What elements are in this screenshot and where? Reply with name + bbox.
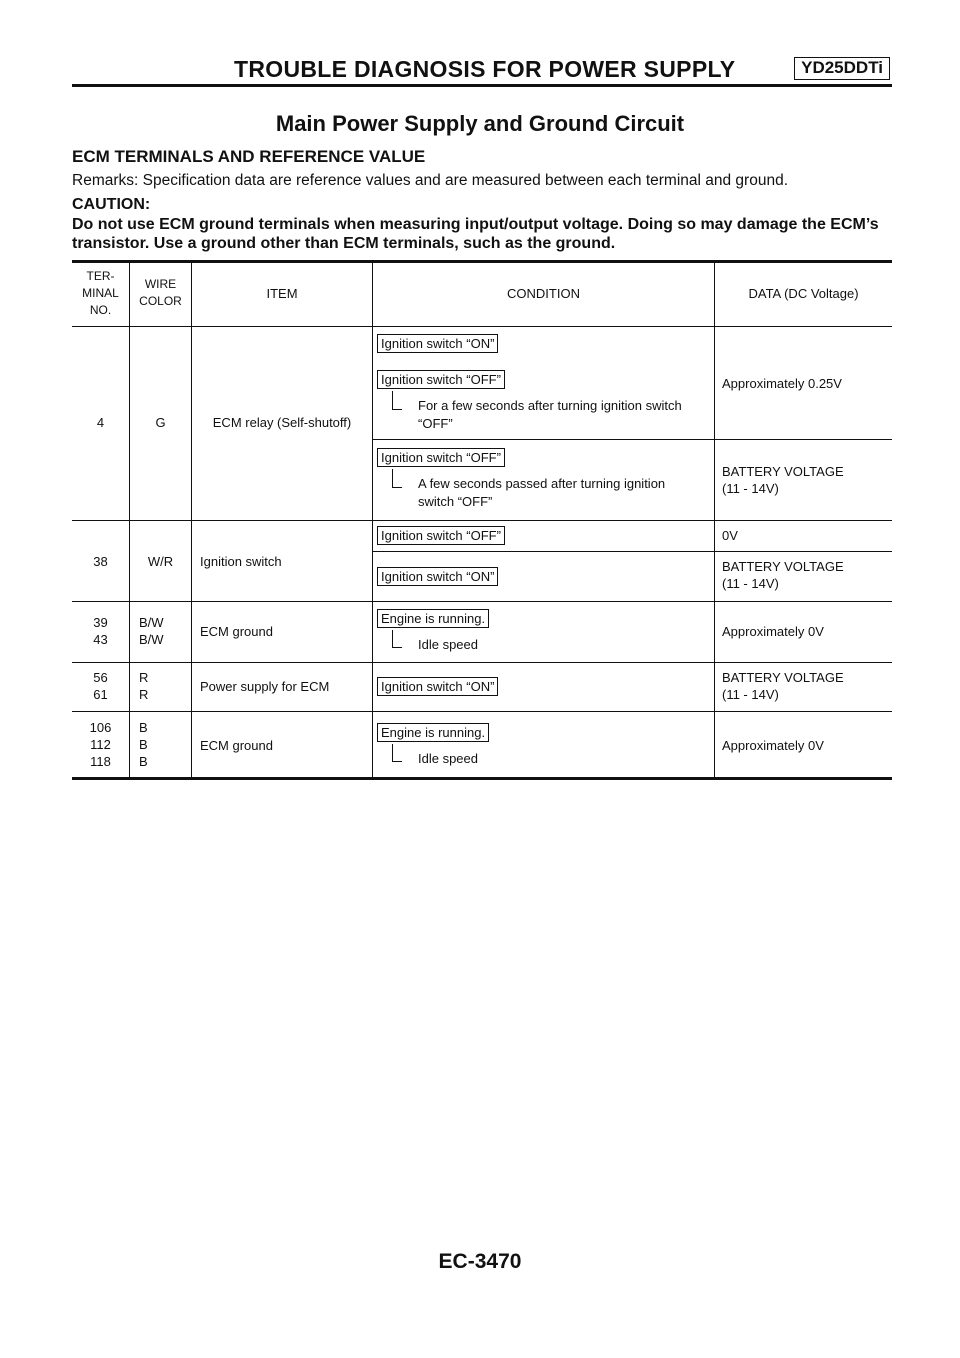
column-divider <box>191 262 192 777</box>
condition-box: Engine is running. <box>377 609 489 628</box>
header-condition: CONDITION <box>507 286 580 301</box>
condition-box: Ignition switch “OFF” <box>377 370 505 389</box>
row-terminal: 38 <box>93 554 108 569</box>
section-title: Main Power Supply and Ground Circuit <box>275 111 685 136</box>
data-value: BATTERY VOLTAGE (11 - 14V) <box>722 670 844 702</box>
page-number: EC-3470 <box>438 1250 522 1273</box>
row-item: ECM relay (Self-shutoff) <box>212 415 352 430</box>
row-item: Power supply for ECM <box>200 679 330 694</box>
row-wire-color: W/R <box>147 554 174 569</box>
sub-heading: ECM TERMINALS AND REFERENCE VALUE <box>72 147 426 166</box>
row-terminal: 4 <box>96 415 105 430</box>
row-divider <box>72 520 892 521</box>
condition-box: Ignition switch “ON” <box>377 677 498 696</box>
row-terminal: 106 112 118 <box>89 720 112 769</box>
sub-condition-connector <box>392 469 402 488</box>
caution-title: CAUTION: <box>72 196 151 213</box>
data-value: Approximately 0V <box>722 738 824 753</box>
header-title: TROUBLE DIAGNOSIS FOR POWER SUPPLY <box>234 56 736 82</box>
column-divider <box>714 262 715 777</box>
remarks-text: Remarks: Specification data are reference values and are measured between each terminal and ground. <box>72 172 788 189</box>
data-value: Approximately 0V <box>722 624 824 639</box>
table-top-rule <box>72 260 892 263</box>
sub-condition: A few seconds passed after turning ignition switch “OFF” <box>418 476 666 509</box>
row-wire-color: B/W B/W <box>139 615 164 647</box>
sub-condition-connector <box>392 744 402 762</box>
row-divider <box>372 439 892 440</box>
column-divider <box>372 262 373 777</box>
row-wire-color: G <box>155 415 166 430</box>
row-item: ECM ground <box>200 738 273 753</box>
row-terminal: 39 43 <box>93 615 108 647</box>
row-divider <box>72 662 892 663</box>
row-item: Ignition switch <box>200 554 282 569</box>
table-bottom-rule <box>72 777 892 780</box>
condition-box: Ignition switch “ON” <box>377 567 498 586</box>
row-divider <box>72 711 892 712</box>
page-header <box>72 52 892 82</box>
row-wire-color: R R <box>139 670 149 702</box>
header-data: DATA (DC Voltage) <box>748 286 859 301</box>
column-divider <box>129 262 130 777</box>
header-rule <box>72 84 892 87</box>
header-bottom-rule <box>72 326 892 327</box>
sub-condition-connector <box>392 391 402 410</box>
header-wire-color: WIRE COLOR <box>139 277 182 308</box>
data-value: Approximately 0.25V <box>722 376 842 391</box>
sub-condition: Idle speed <box>418 751 478 766</box>
row-item: ECM ground <box>200 624 273 639</box>
data-value: BATTERY VOLTAGE (11 - 14V) <box>722 559 844 591</box>
sub-condition-connector <box>392 630 402 648</box>
condition-box: Ignition switch “OFF” <box>377 448 505 467</box>
header-item: ITEM <box>266 286 298 301</box>
row-divider <box>372 551 892 552</box>
data-value: BATTERY VOLTAGE (11 - 14V) <box>722 464 844 496</box>
condition-box: Ignition switch “OFF” <box>377 526 505 545</box>
header-terminal: TER- MINAL NO. <box>82 269 119 317</box>
row-terminal: 56 61 <box>93 670 108 702</box>
condition-box: Engine is running. <box>377 723 489 742</box>
caution-text: Do not use ECM ground terminals when measuring input/output voltage. Doing so may damage the ECM’s transistor. Use a ground other than ECM terminals, such as the ground. <box>72 216 879 252</box>
engine-code-badge: YD25DDTi <box>794 57 890 80</box>
sub-condition: For a few seconds after turning ignition switch “OFF” <box>418 398 682 431</box>
sub-condition: Idle speed <box>418 637 478 652</box>
row-wire-color: B B B <box>139 720 148 769</box>
row-divider <box>72 601 892 602</box>
condition-box: Ignition switch “ON” <box>377 334 498 353</box>
data-value: 0V <box>722 528 738 543</box>
